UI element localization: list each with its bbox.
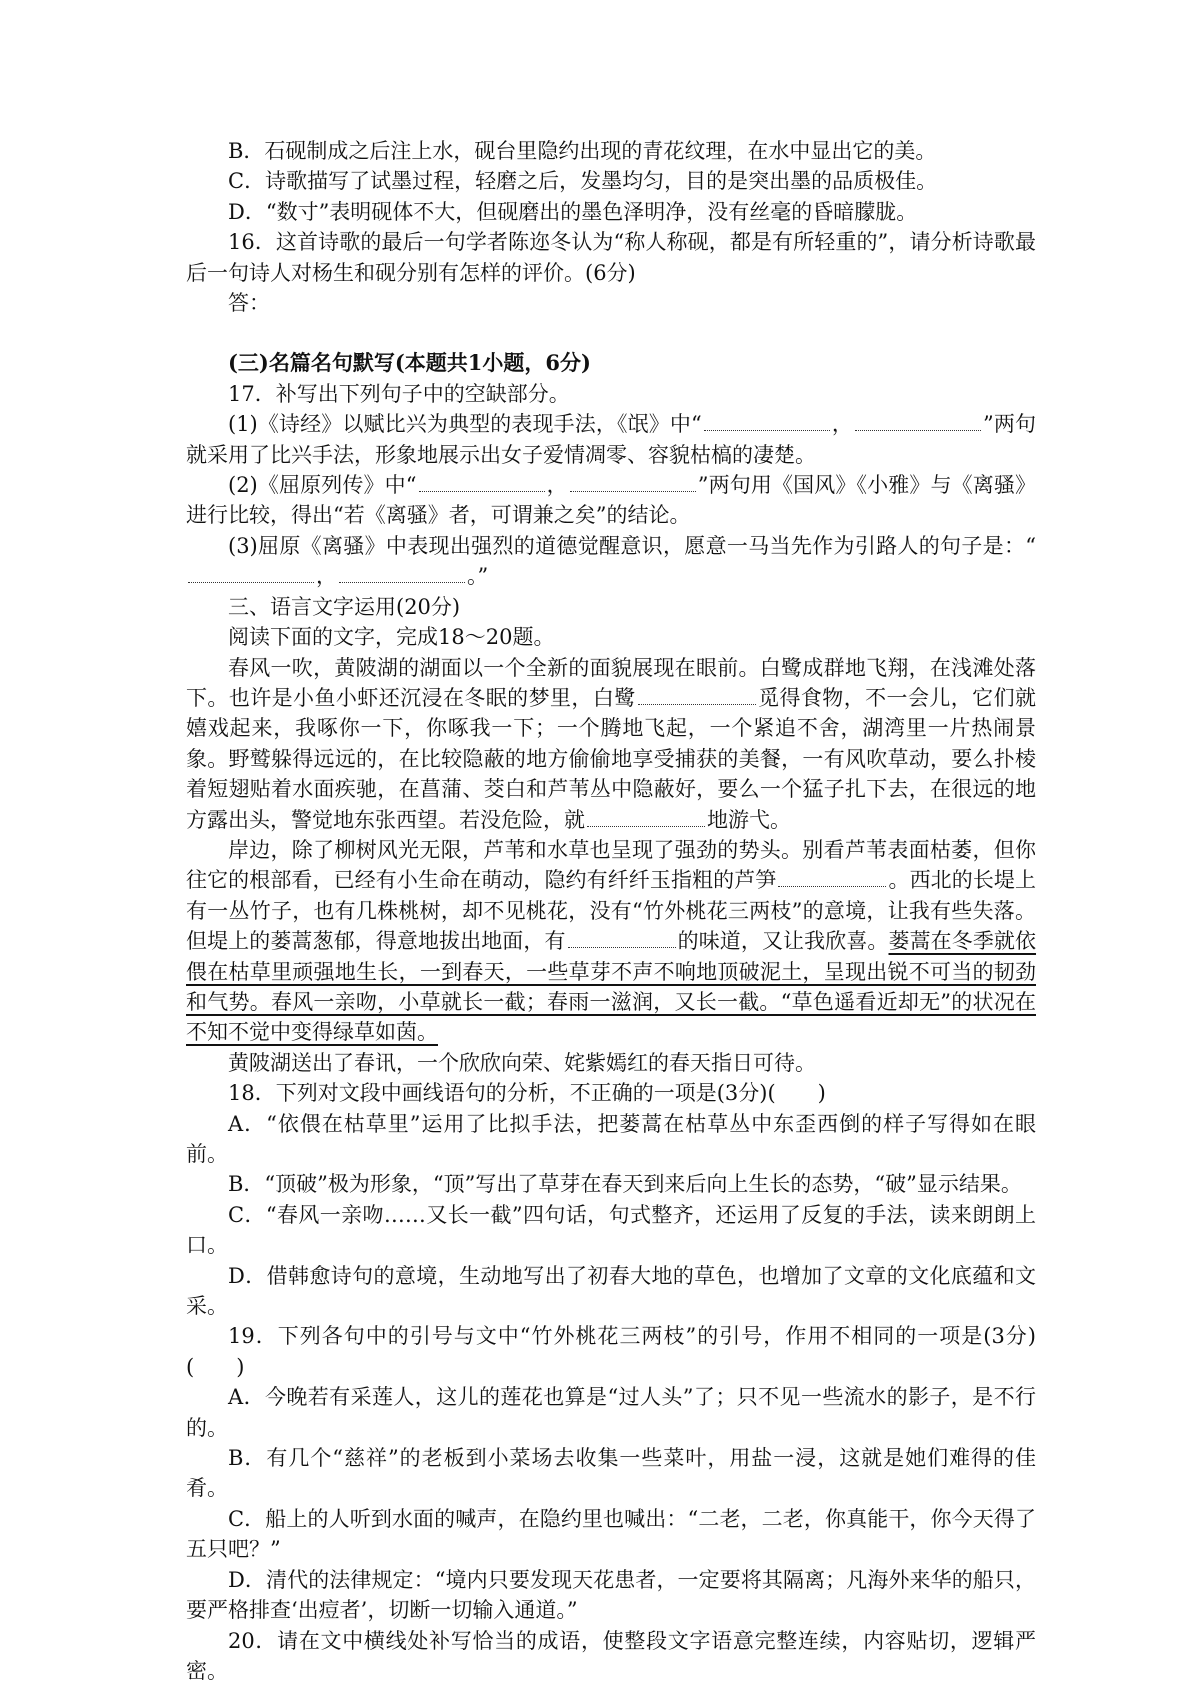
question-17: 17．补写出下列句子中的空缺部分。 xyxy=(228,381,570,406)
q18-option-b: B．“顶破”极为形象，“顶”写出了草芽在春天到来后向上生长的态势，“破”显示结果。 xyxy=(228,1172,1022,1197)
idiom-blank[interactable] xyxy=(568,946,676,948)
q17-3-text-c: 。” xyxy=(467,564,489,589)
passage-paragraph-2 xyxy=(186,835,1036,1048)
q17-2-text-b: ， xyxy=(546,473,568,498)
q17-1-text-c: ”两句就采用了比兴手法，形象地展示出女子爱情凋零、容貌枯槁的凄楚。 xyxy=(186,412,1037,467)
section-3-heading: (三)名篇名句默写(本题共1小题，6分) xyxy=(228,350,591,376)
q17-1-text-b: ， xyxy=(831,412,854,437)
passage-paragraph-3: 黄陂湖送出了春讯，一个欣欣向荣、姹紫嫣红的春天指日可待。 xyxy=(228,1050,816,1075)
passage-paragraph-1 xyxy=(186,653,1036,835)
p1-text-c: 地游弋。 xyxy=(707,807,791,832)
answer-label: 答： xyxy=(228,291,270,316)
reading-instruction: 阅读下面的文字，完成18～20题。 xyxy=(228,625,555,650)
q17-3-text-a: (3)屈原《离骚》中表现出强烈的道德觉醒意识，愿意一马当先作为引路人的句子是：“ xyxy=(228,533,1036,558)
q19-option-c: C．船上的人听到水面的喊声，在隐约里也喊出：“二老，二老，你真能干，你今天得了五只吧？” xyxy=(186,1506,1036,1562)
q18-option-d: D．借韩愈诗句的意境，生动地写出了初春大地的草色，也增加了文章的文化底蕴和文采。 xyxy=(186,1263,1036,1319)
q18-option-a: A．“依偎在枯草里”运用了比拟手法，把蒌蒿在枯草丛中东歪西倒的样子写得如在眼前。 xyxy=(186,1111,1036,1166)
fill-blank[interactable] xyxy=(339,581,465,583)
fill-blank[interactable] xyxy=(419,490,545,492)
q15-option-c: C．诗歌描写了试墨过程，轻磨之后，发墨均匀，目的是突出墨的品质极佳。 xyxy=(228,169,938,194)
q19-option-a: A．今晚若有采莲人，这儿的莲花也算是“过人头”了；只不见一些流水的影子，是不行的。 xyxy=(186,1385,1036,1440)
question-16: 16．这首诗歌的最后一句学者陈迩冬认为“称人称砚，都是有所轻重的”，请分析诗歌最后一句诗人对杨生和砚分别有怎样的评价。(6分) xyxy=(186,230,1036,285)
underlined-sentences: 蒌蒿在冬季就依偎在枯草里顽强地生长，一到春天，一些草芽不声不响地顶破泥土，呈现出锐不可当的韧劲和气势。春风一亲吻，小草就长一截；春雨一滋润，又长一截。“草色遥看近却无”的状况在不知不觉中变得绿草如茵。 xyxy=(186,929,1037,1045)
p2-text-b: 。西北的长堤上有一丛竹子，也有几株桃树，却不见桃花，没有“竹外桃花三两枝”的意境，让我有些失落。但堤上的蒌蒿葱郁，得意地拔出地面，有 xyxy=(186,868,1037,954)
idiom-blank[interactable] xyxy=(587,825,705,827)
q17-2-text-a: (2)《屈原列传》中“ xyxy=(228,473,417,498)
q17-2-text-c: ”两句用《国风》《小雅》与《离骚》进行比较，得出“若《离骚》者，可谓兼之矣”的结论。 xyxy=(186,473,1037,528)
idiom-blank[interactable] xyxy=(638,703,756,705)
q19-option-d: D．清代的法律规定：“境内只要发现天花患者，一定要将其隔离；凡海外来华的船只，要严格排查‘出痘者’，切断一切输入通道。” xyxy=(186,1567,1036,1623)
q17-1-text-a: (1)《诗经》以赋比兴为典型的表现手法，《氓》中“ xyxy=(228,412,702,437)
fill-blank[interactable] xyxy=(570,490,696,492)
part-3-heading: 三、语言文字运用(20分) xyxy=(228,594,461,619)
p2-text-a: 岸边，除了柳树风光无限，芦苇和水草也呈现了强劲的势头。别看芦苇表面枯萎，但你往它的根部看，已经有小生命在萌动，隐约有纤纤玉指粗的芦笋 xyxy=(186,837,1036,893)
p1-text-b: 觅得食物，不一会儿，它们就嬉戏起来，我啄你一下，你啄我一下；一个腾地飞起，一个紧追不舍，湖湾里一片热闹景象。野鹫躲得远远的，在比较隐蔽的地方偷偷地享受捕获的美餐，一有风吹草动，要么扑棱着短翅贴着水面疾驰，在菖蒲、茭白和芦苇丛中隐蔽好，要么一个猛子扎下去，在很远的地方露出头，警觉地东张西望。若没危险，就 xyxy=(186,685,1037,832)
p2-text-c: 的味道，又让我欣喜。 xyxy=(677,929,889,954)
fill-blank[interactable] xyxy=(704,429,830,431)
exam-page xyxy=(186,136,1036,1686)
q17-3-text-b: ， xyxy=(316,564,337,589)
question-19: 19．下列各句中的引号与文中“竹外桃花三两枝”的引号，作用不相同的一项是(3分)( ) xyxy=(186,1324,1036,1379)
q19-option-b: B．有几个“慈祥”的老板到小菜场去收集一些菜叶，用盐一浸，这就是她们难得的佳肴。 xyxy=(186,1446,1036,1501)
fill-blank[interactable] xyxy=(188,581,314,583)
q17-item-3 xyxy=(186,531,1036,592)
question-18: 18．下列对文段中画线语句的分析，不正确的一项是(3分)( ) xyxy=(228,1081,826,1106)
q17-item-1 xyxy=(186,409,1036,470)
q15-option-d: D．“数寸”表明砚体不大，但砚磨出的墨色泽明净，没有丝毫的昏暗朦胧。 xyxy=(228,199,918,224)
q17-item-2 xyxy=(186,470,1036,531)
q15-option-b: B．石砚制成之后注上水，砚台里隐约出现的青花纹理，在水中显出它的美。 xyxy=(228,139,937,163)
p1-text-a: 春风一吹，黄陂湖的湖面以一个全新的面貌展现在眼前。白鹭成群地飞翔，在浅滩处落下。也许是小鱼小虾还沉浸在冬眠的梦里，白鹭 xyxy=(186,655,1036,710)
answer-space xyxy=(186,318,1036,348)
fill-blank[interactable] xyxy=(855,429,981,431)
idiom-blank[interactable] xyxy=(778,885,886,887)
question-20: 20．请在文中横线处补写恰当的成语，使整段文字语意完整连续，内容贴切，逻辑严密。 xyxy=(186,1628,1036,1683)
q18-option-c: C．“春风一亲吻……又长一截”四句话，句式整齐，还运用了反复的手法，读来朗朗上口。 xyxy=(186,1202,1036,1258)
